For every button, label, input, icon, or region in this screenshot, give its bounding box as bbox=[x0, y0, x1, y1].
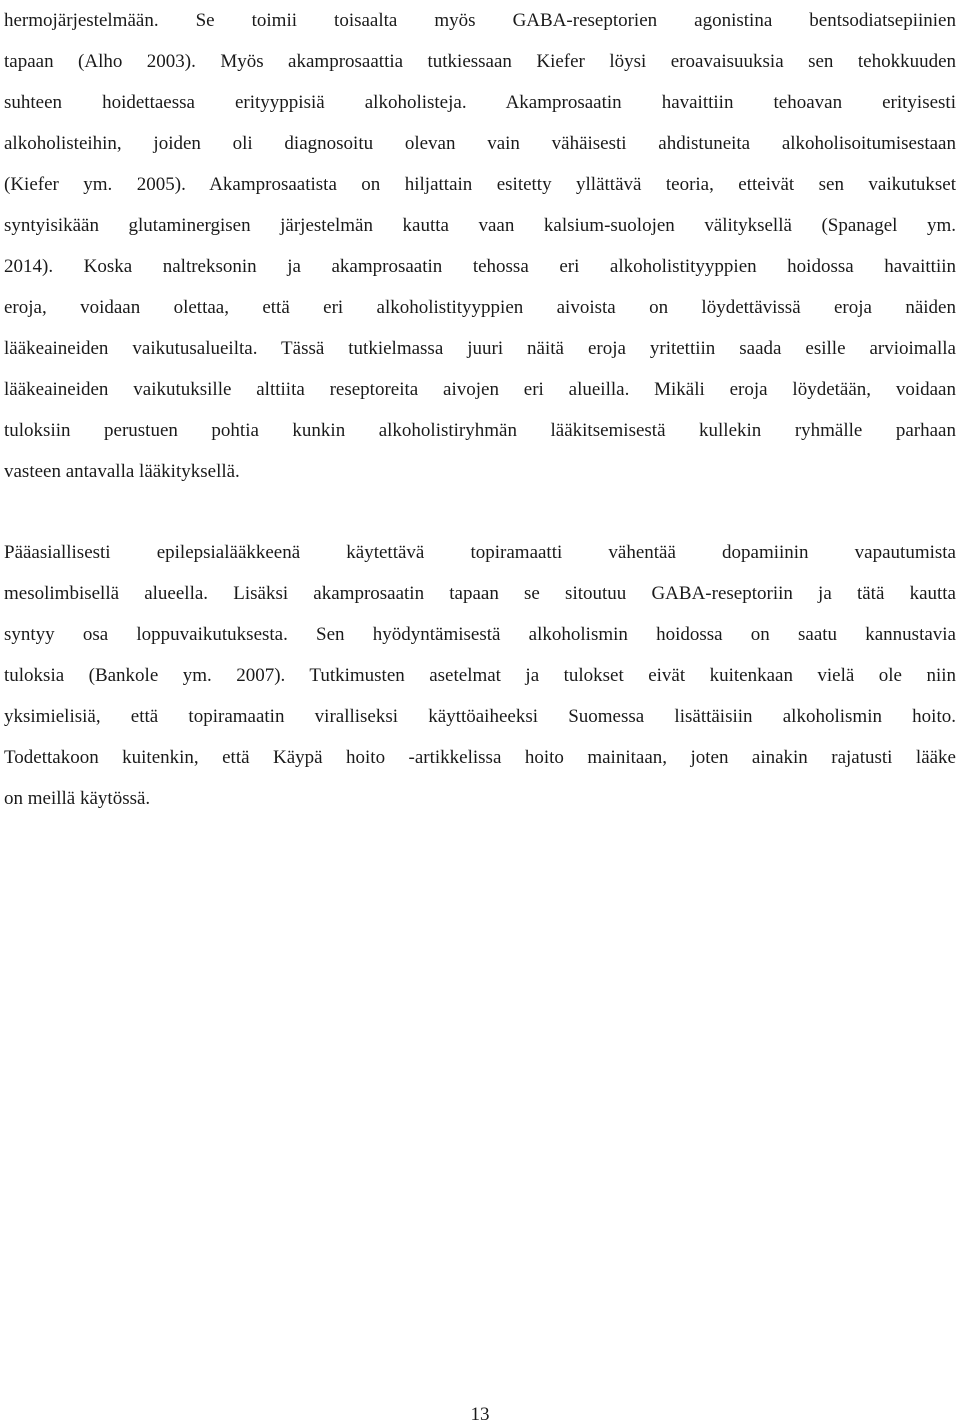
text-line: alkoholisteihin, joiden oli diagnosoitu olevan vain vähäisesti ahdistuneita alkoholisoitumisestaan bbox=[4, 133, 956, 154]
document-body bbox=[4, 0, 956, 819]
text-line: lääkeaineiden vaikutuksille alttiita reseptoreita aivojen eri alueilla. Mikäli eroja löydetään, voidaan bbox=[4, 379, 956, 400]
text-line: 2014). Koska naltreksonin ja akamprosaatin tehossa eri alkoholistityyppien hoidossa havaittiin bbox=[4, 256, 956, 277]
text-line: mesolimbisellä alueella. Lisäksi akamprosaatin tapaan se sitoutuu GABA-reseptoriin ja tätä kautta bbox=[4, 583, 956, 604]
text-line: tapaan (Alho 2003). Myös akamprosaattia tutkiessaan Kiefer löysi eroavaisuuksia sen tehokkuuden bbox=[4, 51, 956, 72]
text-line: eroja, voidaan olettaa, että eri alkoholistityyppien aivoista on löydettävissä eroja näiden bbox=[4, 297, 956, 318]
text-line: yksimielisiä, että topiramaatin viralliseksi käyttöaiheeksi Suomessa lisättäisiin alkoholismin hoito. bbox=[4, 706, 956, 727]
text-line: syntyisikään glutaminergisen järjestelmän kautta vaan kalsium-suolojen välityksellä (Spanagel ym. bbox=[4, 215, 956, 236]
paragraph bbox=[4, 0, 956, 492]
text-line: vasteen antavalla lääkityksellä. bbox=[4, 461, 240, 482]
text-line: tuloksia (Bankole ym. 2007). Tutkimusten asetelmat ja tulokset eivät kuitenkaan vielä ole niin bbox=[4, 665, 956, 686]
text-line: hermojärjestelmään. Se toimii toisaalta myös GABA-reseptorien agonistina bentsodiatsepiinien bbox=[4, 10, 956, 31]
text-line: lääkeaineiden vaikutusalueilta. Tässä tutkielmassa juuri näitä eroja yritettiin saada esille arvioimalla bbox=[4, 338, 956, 359]
text-line: suhteen hoidettaessa erityyppisiä alkoholisteja. Akamprosaatin havaittiin tehoavan erityisesti bbox=[4, 92, 956, 113]
text-line: Pääasiallisesti epilepsialääkkeenä käytettävä topiramaatti vähentää dopamiinin vapautumista bbox=[4, 542, 956, 563]
text-line: Todettakoon kuitenkin, että Käypä hoito -artikkelissa hoito mainitaan, joten ainakin rajatusti lääke bbox=[4, 747, 956, 768]
text-line: syntyy osa loppuvaikutuksesta. Sen hyödyntämisestä alkoholismin hoidossa on saatu kannustavia bbox=[4, 624, 956, 645]
text-line: (Kiefer ym. 2005). Akamprosaatista on hiljattain esitetty yllättävä teoria, etteivät sen vaikutukset bbox=[4, 174, 956, 195]
text-line: tuloksiin perustuen pohtia kunkin alkoholistiryhmän lääkitsemisestä kullekin ryhmälle parhaan bbox=[4, 420, 956, 441]
text-line: on meillä käytössä. bbox=[4, 788, 151, 809]
page-number: 13 bbox=[470, 1404, 490, 1425]
paragraph bbox=[4, 532, 956, 819]
